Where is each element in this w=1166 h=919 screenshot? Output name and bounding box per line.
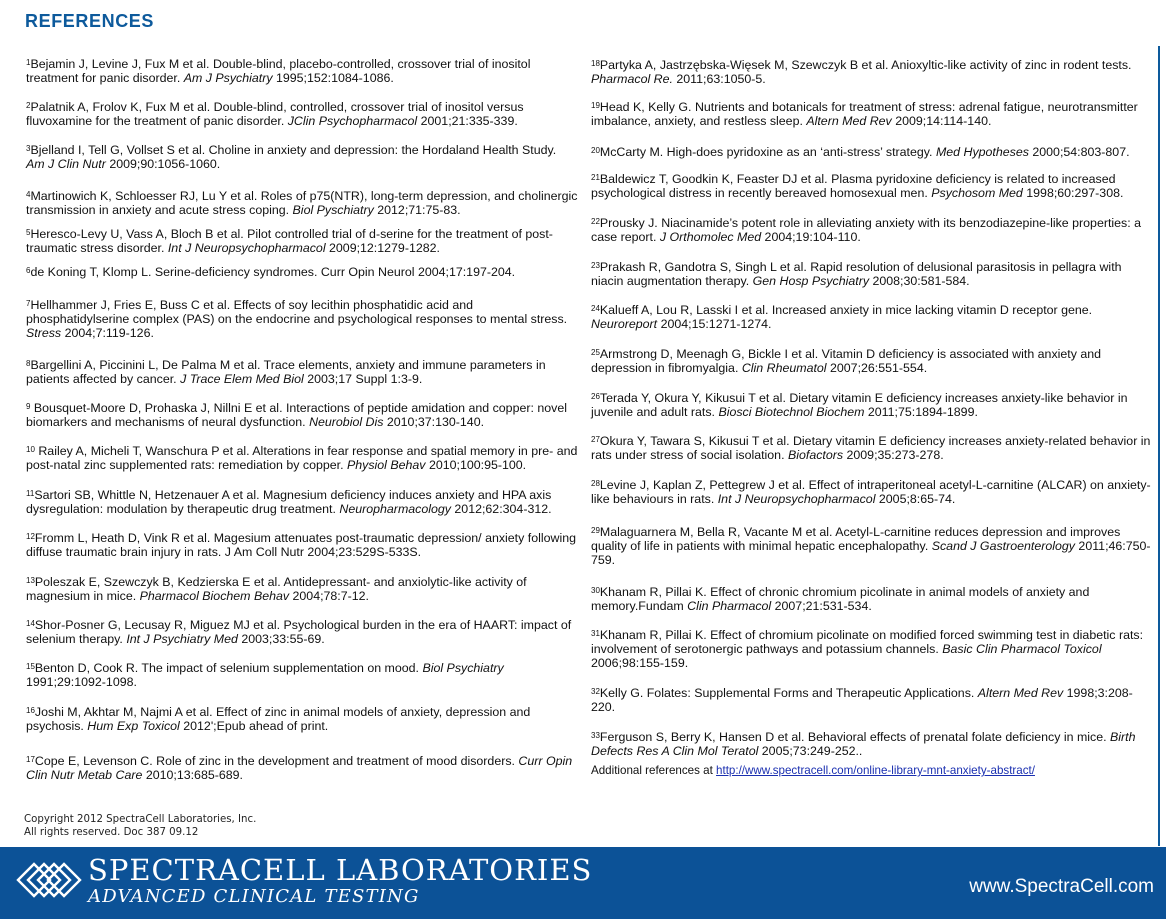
reference-item xyxy=(591,58,1151,86)
reference-journal: Clin Rheumatol xyxy=(741,361,827,376)
reference-text: de Koning T, Klomp L. Serine-deficiency syndromes. Curr Opin Neurol 2004;17:197-204. xyxy=(30,265,516,279)
reference-item xyxy=(591,100,1151,128)
reference-number: 16 xyxy=(26,706,35,715)
reference-text: Ferguson S, Berry K, Hansen D et al. Behavioral effects of prenatal folate deficiency in mice. xyxy=(599,730,1111,744)
reference-text: 1995;152:1084-1086. xyxy=(272,71,394,86)
reference-text: 2009;14:114-140. xyxy=(891,114,992,129)
reference-journal: Biol Pyschiatry xyxy=(292,203,374,218)
reference-number: 33 xyxy=(591,731,600,740)
reference-text: Armstrong D, Meenagh G, Bickle I et al. Vitamin D deficiency is associated with anxiety and depression in fibromyalgia. xyxy=(591,347,1102,376)
reference-journal: Med Hypotheses xyxy=(935,145,1029,159)
reference-journal: Am J Clin Nutr xyxy=(26,157,106,172)
reference-text: 1998;60:297-308. xyxy=(1022,186,1124,201)
reference-text: 2007;21:531-534. xyxy=(771,599,872,614)
reference-text: 2003;17 Suppl 1:3-9. xyxy=(303,372,423,387)
reference-text: 2011;63:1050-5. xyxy=(672,72,766,87)
reference-text: 1991;29:1092-1098. xyxy=(26,675,137,690)
reference-text: 2004;78:7-12. xyxy=(289,589,369,604)
reference-item xyxy=(26,143,578,171)
reference-text: Malaguarnera M, Bella R, Vacante M et al. Acetyl-L-carnitine reduces depression and improves quality of life in patients with minimal hepatic encephalopathy. xyxy=(591,525,1121,554)
reference-journal: Stress xyxy=(26,326,62,341)
reference-number: 31 xyxy=(591,629,600,638)
reference-number: 1 xyxy=(26,58,31,67)
reference-journal: Int J Neuropsychopharmacol xyxy=(717,492,876,507)
reference-text: Khanam R, Pillai K. Effect of chromium picolinate on modified forced swimming test in diabetic rats: involvement of serotonergic pathways and potassium channels. xyxy=(591,628,1144,657)
reference-journal: J Trace Elem Med Biol xyxy=(180,372,304,387)
reference-number: 2 xyxy=(26,101,31,110)
reference-item xyxy=(26,618,578,646)
reference-text: Heresco-Levy U, Vass A, Bloch B et al. Pilot controlled trial of d-serine for the treatment of post-traumatic stress disorder. xyxy=(26,227,553,256)
reference-item xyxy=(591,347,1151,375)
reference-text: 2005;8:65-74. xyxy=(875,492,956,507)
reference-text: 2010;37:130-140. xyxy=(383,415,485,430)
reference-text: Bejamin J, Levine J, Fux M et al. Double-blind, placebo-controlled, crossover trial of inositol treatment for panic disorder. xyxy=(26,57,531,86)
reference-number: 20 xyxy=(591,146,600,155)
reference-journal: Altern Med Rev xyxy=(977,686,1064,700)
reference-text: 2011;46:750-759. xyxy=(591,539,1151,568)
reference-journal: Neurobiol Dis xyxy=(309,415,384,430)
reference-text: Prousky J. Niacinamide’s potent role in alleviating anxiety with its benzodiazepine-like properties: a case report. xyxy=(591,216,1142,245)
reference-item xyxy=(26,100,578,128)
reference-number: 32 xyxy=(591,687,600,696)
reference-journal: Pharmacol Biochem Behav xyxy=(139,589,290,604)
reference-item xyxy=(591,686,1151,714)
reference-number: 14 xyxy=(26,619,35,628)
right-border-rule xyxy=(1158,46,1160,846)
reference-item xyxy=(591,585,1151,613)
reference-number: 19 xyxy=(591,101,600,110)
reference-text: Bargellini A, Piccinini L, De Palma M et al. Trace elements, anxiety and immune parameters in patients affected by cancer. xyxy=(26,358,546,387)
brand-tagline: ADVANCED CLINICAL TESTING xyxy=(88,886,420,907)
reference-item xyxy=(591,478,1151,506)
reference-number: 29 xyxy=(591,526,600,535)
reference-text: Khanam R, Pillai K. Effect of chronic chromium picolinate in animal models of anxiety and memory.Fundam xyxy=(591,585,1090,614)
reference-number: 24 xyxy=(591,304,600,313)
reference-text: Poleszak E, Szewczyk B, Kedzierska E et al. Antidepressant- and anxiolytic-like activity of magnesium in mice. xyxy=(26,575,527,604)
copyright-notice xyxy=(24,813,256,839)
reference-number: 26 xyxy=(591,392,600,401)
reference-item xyxy=(26,488,578,516)
reference-journal: Int J Psychiatry Med xyxy=(126,632,238,647)
reference-text: 2001;21:335-339. xyxy=(417,114,518,129)
reference-text: 2009;90:1056-1060. xyxy=(105,157,221,172)
reference-item xyxy=(591,525,1151,568)
reference-text: 2010;13:685-689. xyxy=(142,768,243,783)
footer-banner xyxy=(0,847,1166,919)
reference-number: 5 xyxy=(26,228,31,237)
reference-text: Partyka A, Jastrzębska-Więsek M, Szewczyk B et al. Anioxyltic-like activity of zinc in rodent tests. xyxy=(599,58,1132,72)
reference-text: 2003;33:55-69. xyxy=(237,632,325,647)
reference-text: 2012';Epub ahead of print. xyxy=(179,719,329,734)
reference-journal: JClin Psychopharmacol xyxy=(287,114,418,129)
reference-number: 13 xyxy=(26,576,35,585)
reference-text: 2004;19:104-110. xyxy=(761,230,861,245)
reference-item xyxy=(591,391,1151,419)
reference-text: Cope E, Levenson C. Role of zinc in the development and treatment of mood disorders. xyxy=(34,754,519,768)
reference-text: 2000;54:803-807. xyxy=(1028,145,1130,159)
reference-number: 3 xyxy=(26,144,31,153)
reference-journal: Basic Clin Pharmacol Toxicol xyxy=(942,642,1102,657)
reference-number: 8 xyxy=(26,359,31,368)
reference-text: Sartori SB, Whittle N, Hetzenauer A et al. Magnesium deficiency induces anxiety and HPA axis dysregulation: modulation by therapeutic drug treatment. xyxy=(26,488,552,517)
reference-number: 4 xyxy=(26,190,31,199)
reference-journal: Neuroreport xyxy=(591,317,658,332)
reference-item xyxy=(26,57,578,85)
reference-number: 9 xyxy=(26,402,31,411)
reference-journal: J Orthomolec Med xyxy=(659,230,762,245)
reference-text: Baldewicz T, Goodkin K, Feaster DJ et al. Plasma pyridoxine deficiency is related to increased psychological distress in recently bereaved homosexual men. xyxy=(591,172,1116,201)
reference-number: 18 xyxy=(591,59,600,68)
reference-text: 2009;35:273-278. xyxy=(843,448,944,463)
reference-text: Benton D, Cook R. The impact of selenium supplementation on mood. xyxy=(34,661,423,675)
reference-number: 12 xyxy=(26,532,35,541)
reference-number: 30 xyxy=(591,586,600,595)
reference-number: 17 xyxy=(26,755,35,764)
reference-text: McCarty M. High-does pyridoxine as an ‘anti-stress’ strategy. xyxy=(599,145,936,159)
reference-number: 15 xyxy=(26,662,35,671)
reference-text: Kelly G. Folates: Supplemental Forms and Therapeutic Applications. xyxy=(599,686,978,700)
reference-text: 2012;62:304-312. xyxy=(450,502,552,517)
reference-text: Terada Y, Okura Y, Kikusui T et al. Dietary vitamin E deficiency increases anxiety-like behavior in juvenile and adult rats. xyxy=(591,391,1128,420)
reference-number: 10 xyxy=(26,445,35,454)
reference-item xyxy=(591,303,1151,331)
reference-journal: Psychosom Med xyxy=(931,186,1023,201)
spectracell-logo-icon xyxy=(14,855,84,905)
reference-number: 22 xyxy=(591,217,600,226)
reference-item xyxy=(26,661,578,689)
reference-text: Railey A, Micheli T, Wanschura P et al. Alterations in fear response and spatial memory in pre- and post-natal zinc supplemented rats: remediation by copper. xyxy=(26,444,578,473)
reference-item xyxy=(26,754,578,782)
reference-number: 6 xyxy=(26,266,31,275)
reference-journal: Biol Psychiatry xyxy=(422,661,504,675)
reference-text: 2004;7:119-126. xyxy=(61,326,154,341)
reference-text: 2008;30:581-584. xyxy=(869,274,970,289)
page-heading: REFERENCES xyxy=(25,11,155,31)
reference-item xyxy=(591,628,1151,671)
reference-item xyxy=(26,401,578,429)
reference-text: 2011;75:1894-1899. xyxy=(864,405,978,420)
additional-references xyxy=(591,764,1035,778)
reference-item xyxy=(26,575,578,603)
website-url: www.SpectraCell.com xyxy=(969,876,1154,897)
reference-number: 11 xyxy=(26,489,35,498)
reference-text: 2004;15:1271-1274. xyxy=(657,317,772,332)
reference-text: Head K, Kelly G. Nutrients and botanicals for treatment of stress: adrenal fatigue, neurotransmitter imbalance, anxiety, and restless sleep. xyxy=(591,100,1138,129)
reference-journal: Clin Pharmacol xyxy=(687,599,772,614)
reference-number: 27 xyxy=(591,435,600,444)
reference-item xyxy=(591,216,1151,244)
brand-name: SPECTRACELL LABORATORIES xyxy=(88,853,593,887)
reference-journal: Scand J Gastroenterology xyxy=(931,539,1075,554)
rights-reserved-line: All rights reserved. Doc 387 09.12 xyxy=(24,827,199,838)
reference-text: Martinowich K, Schloesser RJ, Lu Y et al. Roles of p75(NTR), long-term depression, and cholinergic transmission in anxiety and acute stress coping. xyxy=(26,189,578,218)
reference-journal: Gen Hosp Psychiatry xyxy=(752,274,870,289)
additional-references-label: Additional references at xyxy=(591,764,717,777)
reference-text: 2005;73:249-252.. xyxy=(758,744,863,759)
reference-item xyxy=(26,298,578,341)
reference-item xyxy=(26,444,578,472)
reference-journal: Curr Opin Clin Nutr Metab Care xyxy=(26,754,573,783)
reference-text: 1998;3:208-220. xyxy=(591,686,1133,715)
reference-item xyxy=(26,227,578,255)
reference-text: 2009;12:1279-1282. xyxy=(325,241,440,256)
reference-journal: Int J Neuropsychopharmacol xyxy=(167,241,326,256)
reference-text: Okura Y, Tawara S, Kikusui T et al. Dietary vitamin E deficiency increases anxiety-related behavior in rats under stress of social isolation. xyxy=(591,434,1151,463)
reference-item xyxy=(26,265,578,279)
reference-item xyxy=(26,189,578,217)
reference-text: Bjelland I, Tell G, Vollset S et al. Choline in anxiety and depression: the Hordaland Health Study. xyxy=(30,143,557,157)
reference-item xyxy=(591,172,1151,200)
reference-number: 28 xyxy=(591,479,600,488)
reference-text: Bousquet-Moore D, Prohaska J, Nillni E et al. Interactions of peptide amidation and copper: novel biomarkers and mechanisms of neural dysfunction. xyxy=(26,401,567,430)
reference-item xyxy=(591,730,1151,758)
reference-journal: Biofactors xyxy=(787,448,844,463)
reference-number: 21 xyxy=(591,173,600,182)
reference-text: 2012;71:75-83. xyxy=(373,203,461,218)
reference-journal: Hum Exp Toxicol xyxy=(87,719,180,734)
reference-number: 25 xyxy=(591,348,600,357)
reference-journal: Altern Med Rev xyxy=(806,114,892,129)
reference-number: 23 xyxy=(591,261,600,270)
reference-journal: Physiol Behav xyxy=(346,458,426,473)
reference-item xyxy=(591,434,1151,462)
reference-text: Prakash R, Gandotra S, Singh L et al. Rapid resolution of delusional parasitosis in pellagra with niacin augmentation therapy. xyxy=(591,260,1122,289)
reference-text: Kalueff A, Lou R, Lasski I et al. Increased anxiety in mice lacking vitamin D receptor gene. xyxy=(599,303,1093,317)
reference-text: 2010;100:95-100. xyxy=(425,458,527,473)
reference-text: Joshi M, Akhtar M, Najmi A et al. Effect of zinc in animal models of anxiety, depression and psychosis. xyxy=(26,705,531,734)
reference-text: Fromm L, Heath D, Vink R et al. Magesium attenuates post-traumatic depression/ anxiety following diffuse traumatic brain injury in rats. J Am Coll Nutr 2004;23:529S-533S. xyxy=(26,531,576,560)
reference-journal: Neuropharmacology xyxy=(339,502,451,517)
reference-text: Palatnik A, Frolov K, Fux M et al. Double-blind, controlled, crossover trial of inositol versus fluvoxamine for the treatment of panic disorder. xyxy=(26,100,524,129)
additional-references-link[interactable]: http://www.spectracell.com/online-library-mnt-anxiety-abstract/ xyxy=(716,764,1035,777)
reference-journal: Biosci Biotechnol Biochem xyxy=(718,405,865,420)
reference-text: Levine J, Kaplan Z, Pettegrew J et al. Effect of intraperitoneal acetyl-L-carnitine (ALCAR) on anxiety-like behaviours in rats. xyxy=(591,478,1151,507)
reference-number: 7 xyxy=(26,299,31,308)
reference-item xyxy=(591,145,1151,159)
reference-item xyxy=(26,358,578,386)
reference-journal: Am J Psychiatry xyxy=(183,71,273,86)
reference-journal: Birth Defects Res A Clin Mol Teratol xyxy=(591,730,1136,759)
reference-item xyxy=(591,260,1151,288)
reference-item xyxy=(26,705,578,733)
reference-text: 2007;26:551-554. xyxy=(826,361,928,376)
reference-text: 2006;98:155-159. xyxy=(591,656,689,671)
reference-text: Hellhammer J, Fries E, Buss C et al. Effects of soy lecithin phosphatidic acid and phosphatidylserine complex (PAS) on the endocrine and psychological responses to mental stress. xyxy=(26,298,568,327)
copyright-line: Copyright 2012 SpectraCell Laboratories, Inc. xyxy=(24,814,257,825)
reference-item xyxy=(26,531,578,559)
reference-journal: Pharmacol Re. xyxy=(591,72,673,87)
reference-text: Shor-Posner G, Lecusay R, Miguez MJ et al. Psychological burden in the era of HAART: impact of selenium therapy. xyxy=(26,618,572,647)
